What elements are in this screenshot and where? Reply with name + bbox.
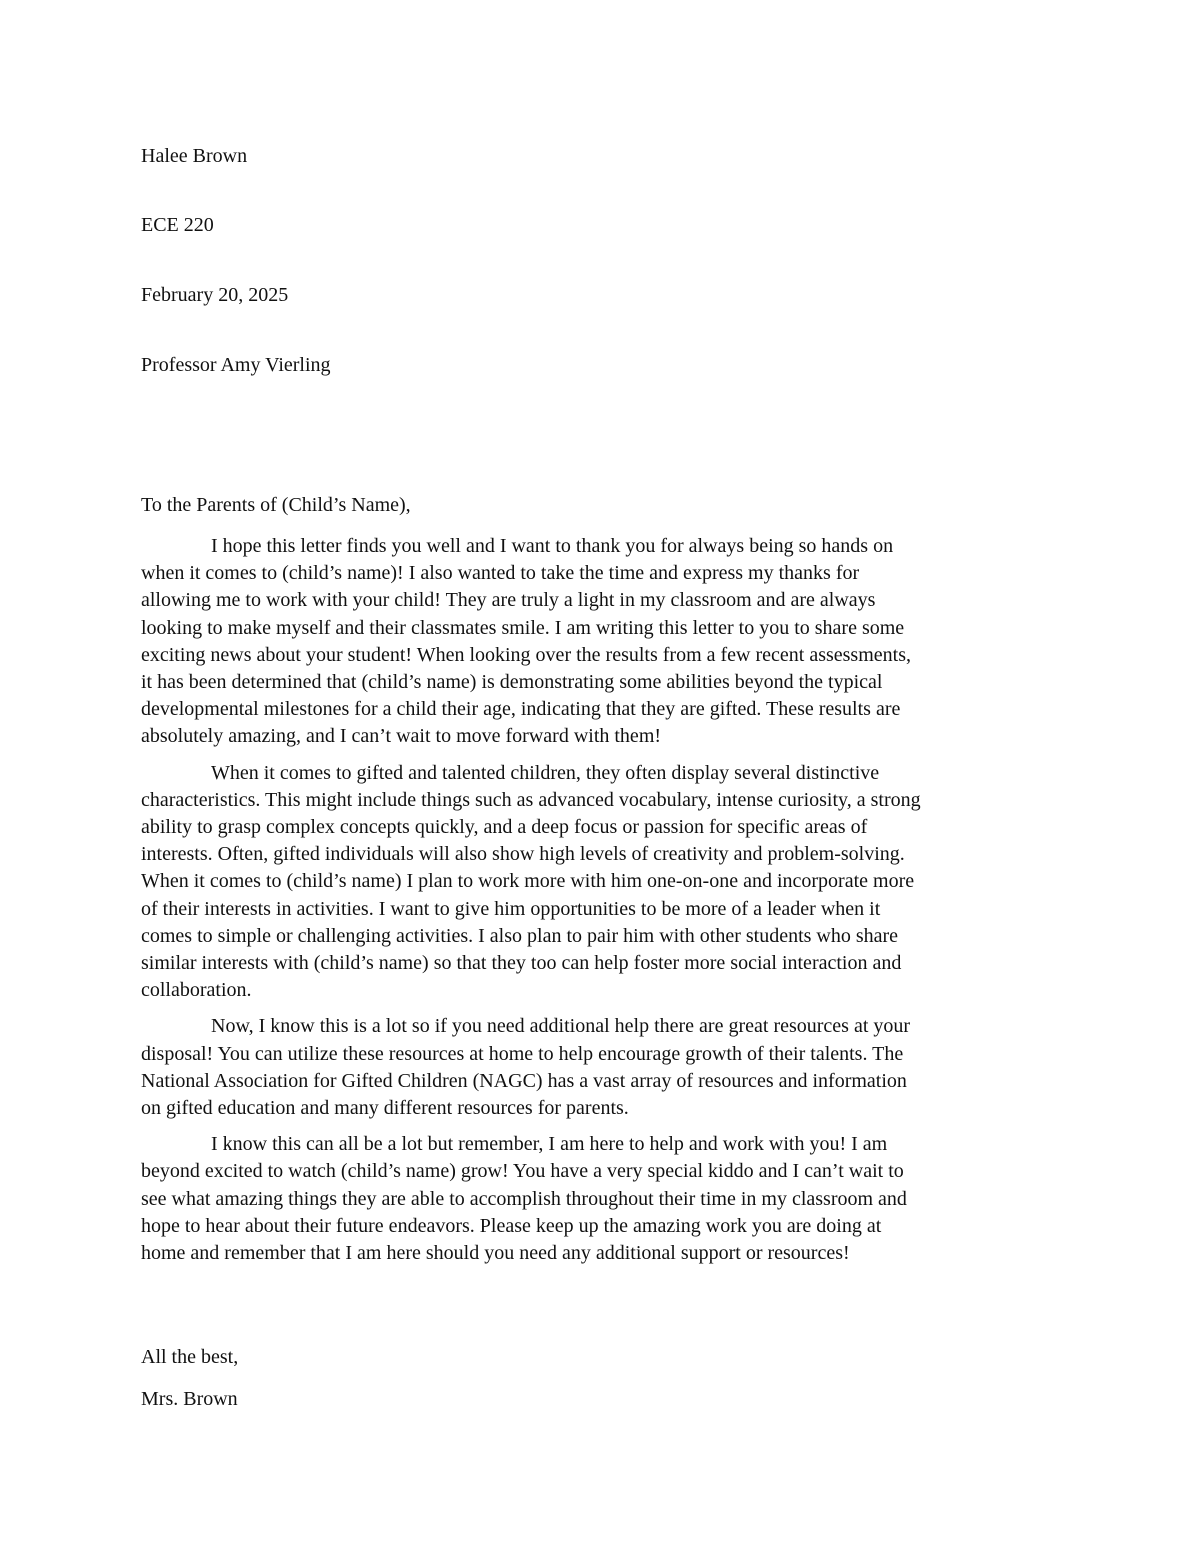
author-name: Halee Brown xyxy=(141,145,248,167)
paragraph-line: interests. Often, gifted individuals will also show high levels of creativity and problem-solving. xyxy=(141,843,905,866)
paragraph-line: When it comes to gifted and talented children, they often display several distinctive xyxy=(211,761,880,784)
paragraph-line: absolutely amazing, and I can’t wait to move forward with them! xyxy=(141,725,662,748)
paragraph-4 xyxy=(141,1131,1061,1267)
letter-signature: Mrs. Brown xyxy=(141,1388,238,1410)
paragraph-line: of their interests in activities. I want to give him opportunities to be more of a leader when it xyxy=(141,897,881,920)
paragraph-line: beyond excited to watch (child’s name) grow! You have a very special kiddo and I can’t wait to xyxy=(141,1160,904,1183)
professor-name: Professor Amy Vierling xyxy=(141,354,331,376)
paragraph-line: looking to make myself and their classmates smile. I am writing this letter to you to share some xyxy=(141,616,905,639)
letter-closing: All the best, xyxy=(141,1346,239,1368)
paragraph-line: when it comes to (child’s name)! I also wanted to take the time and express my thanks for xyxy=(141,562,860,585)
letter-salutation: To the Parents of (Child’s Name), xyxy=(141,494,411,516)
paragraph-line: collaboration. xyxy=(141,979,252,1002)
paragraph-3 xyxy=(141,1013,1061,1122)
paragraph-line: I know this can all be a lot but remember, I am here to help and work with you! I am xyxy=(211,1133,888,1156)
paragraph-line: National Association for Gifted Children (NAGC) has a vast array of resources and information xyxy=(141,1069,907,1092)
paragraph-line: it has been determined that (child’s name) is demonstrating some abilities beyond the typical xyxy=(141,671,883,694)
paragraph-line: allowing me to work with your child! They are truly a light in my classroom and are always xyxy=(141,589,876,612)
paragraph-line: Now, I know this is a lot so if you need additional help there are great resources at your xyxy=(211,1015,911,1038)
paragraph-line: developmental milestones for a child their age, indicating that they are gifted. These results are xyxy=(141,698,901,721)
paragraph-line: disposal! You can utilize these resources at home to help encourage growth of their talents. The xyxy=(141,1042,904,1065)
paragraph-line: exciting news about your student! When looking over the results from a few recent assessments, xyxy=(141,643,911,666)
paragraph-1 xyxy=(141,533,1061,751)
letter-date: February 20, 2025 xyxy=(141,284,289,306)
paragraph-line: see what amazing things they are able to accomplish throughout their time in my classroom and xyxy=(141,1187,907,1210)
paragraph-line: on gifted education and many different resources for parents. xyxy=(141,1097,629,1120)
paragraph-line: home and remember that I am here should you need any additional support or resources! xyxy=(141,1242,850,1265)
paragraph-line: I hope this letter finds you well and I want to thank you for always being so hands on xyxy=(211,535,894,557)
paragraph-line: ability to grasp complex concepts quickly, and a deep focus or passion for specific areas of xyxy=(141,816,868,839)
paragraph-line: similar interests with (child’s name) so that they too can help foster more social interaction and xyxy=(141,952,902,975)
paragraph-line: comes to simple or challenging activities. I also plan to pair him with other students who share xyxy=(141,924,899,947)
course-code: ECE 220 xyxy=(141,214,214,236)
paragraph-line: hope to hear about their future endeavors. Please keep up the amazing work you are doing at xyxy=(141,1214,882,1237)
letter-body xyxy=(141,533,1061,1276)
paragraph-2 xyxy=(141,760,1061,1005)
paragraph-line: When it comes to (child’s name) I plan to work more with him one-on-one and incorporate more xyxy=(141,870,915,893)
paragraph-line: characteristics. This might include things such as advanced vocabulary, intense curiosity, a strong xyxy=(141,788,921,811)
